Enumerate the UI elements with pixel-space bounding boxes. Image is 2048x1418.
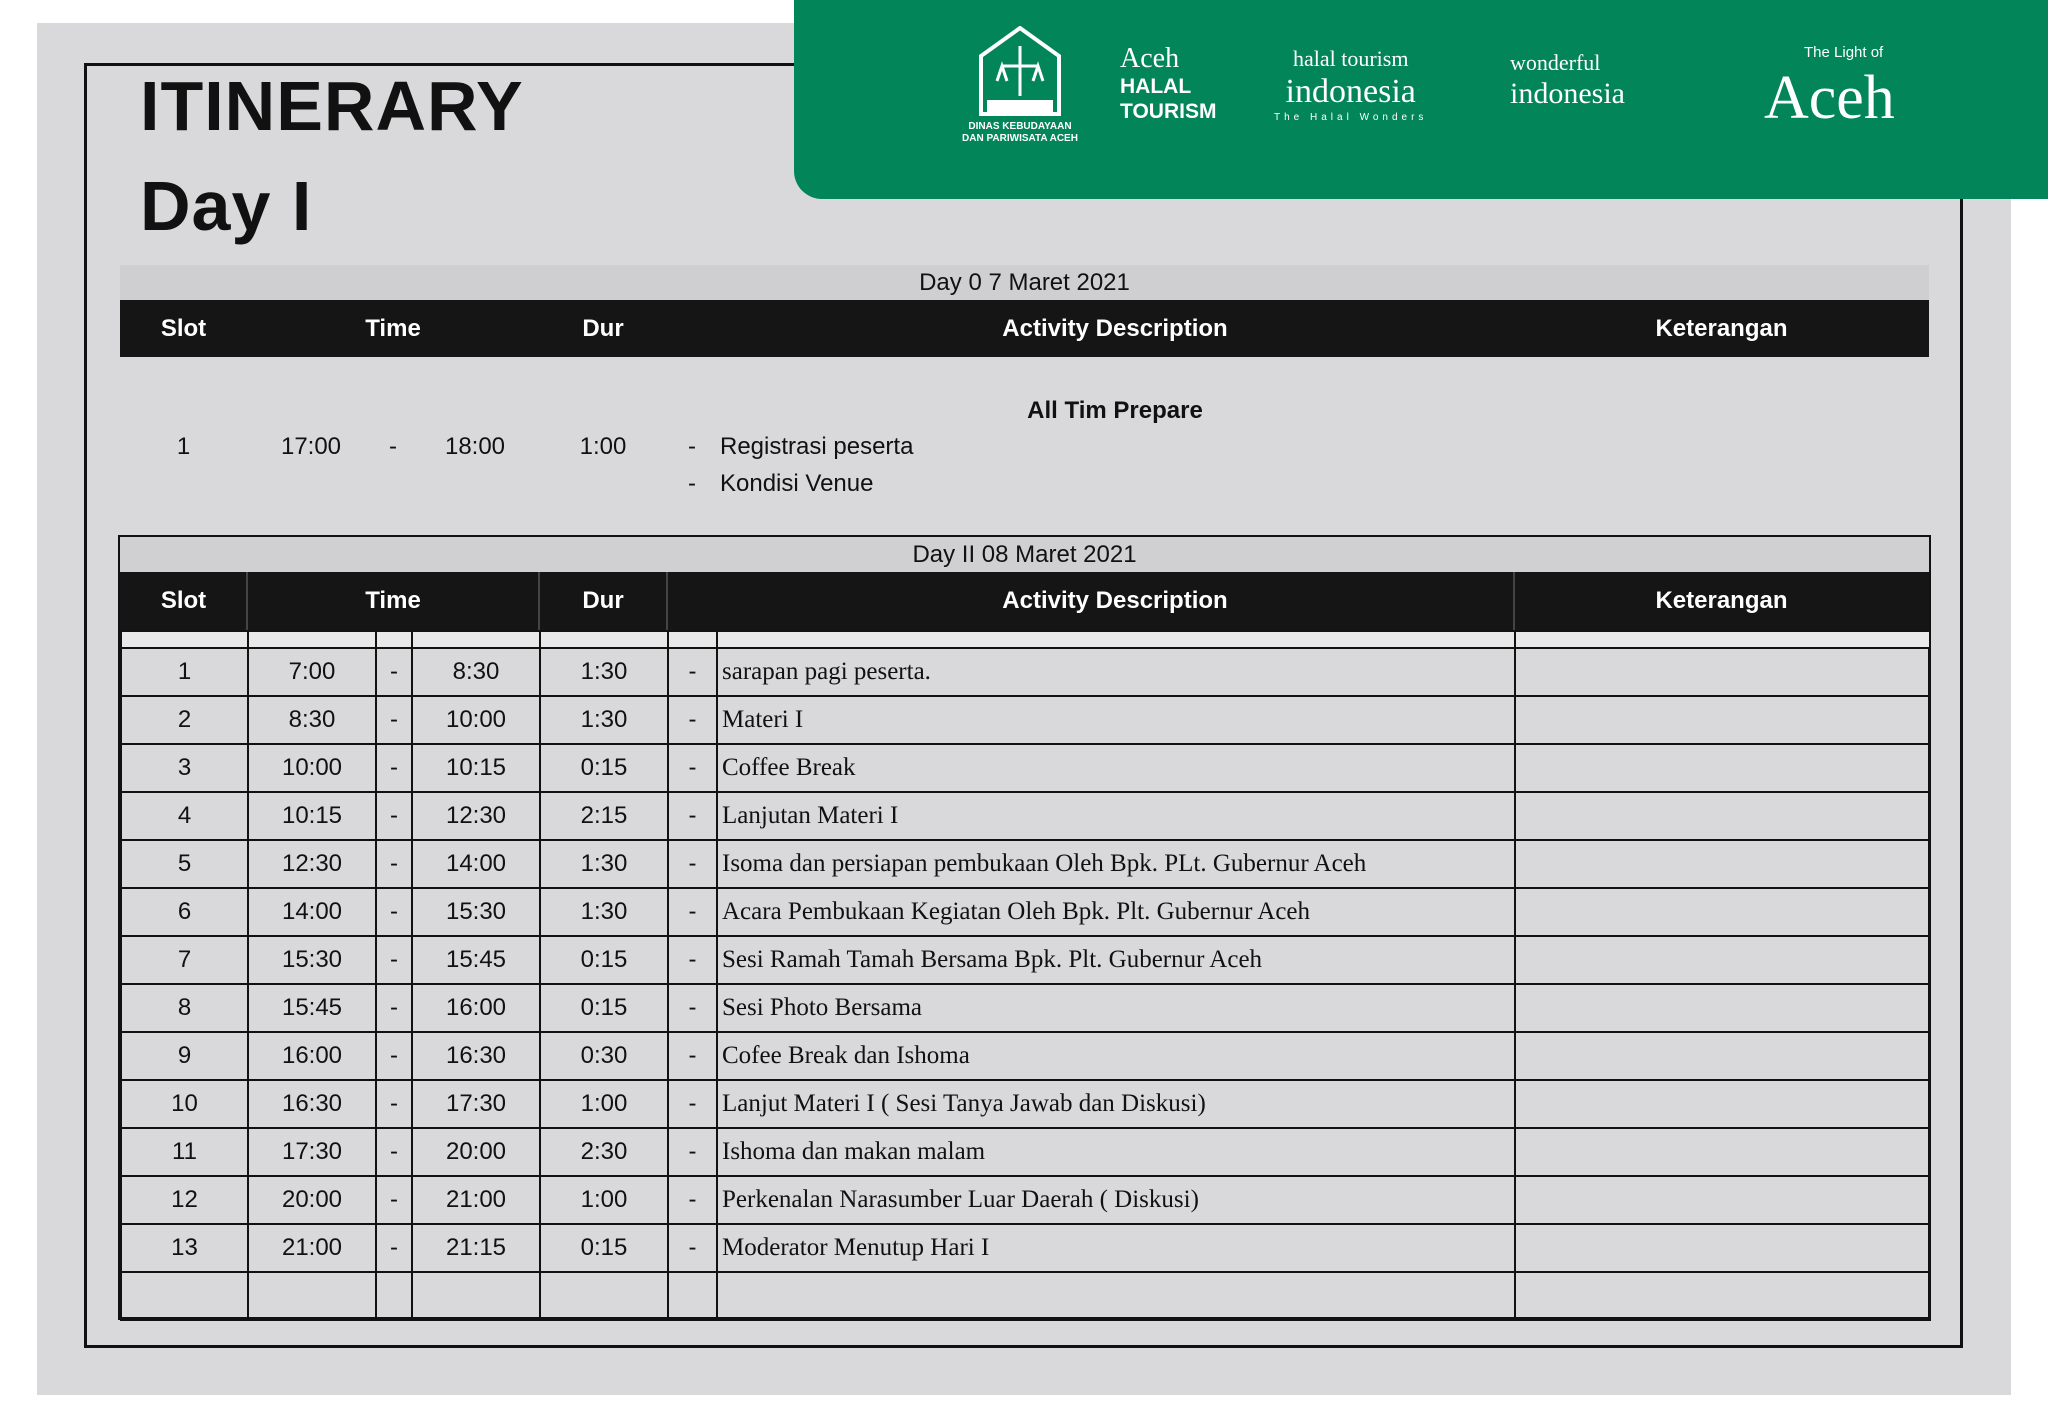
logo-text: indonesia xyxy=(1510,76,1625,110)
day0-item-dash: - xyxy=(688,470,696,497)
cell-sep: - xyxy=(376,1176,412,1224)
table-row xyxy=(121,1032,1930,1080)
logo-text: HALAL xyxy=(1120,75,1192,99)
cell xyxy=(717,1272,1515,1320)
cell-start: 17:30 xyxy=(248,1128,376,1176)
cell xyxy=(121,1272,248,1320)
day0-slot: 1 xyxy=(176,433,191,460)
cell-activity: Coffee Break xyxy=(717,744,1515,792)
light-of-aceh-logo xyxy=(1764,44,1895,135)
cell-keterangan xyxy=(1515,1224,1930,1272)
column-divider xyxy=(666,572,668,630)
cell-end: 17:30 xyxy=(412,1080,540,1128)
cell-dash: - xyxy=(668,1224,717,1272)
aceh-halal-tourism-logo xyxy=(1120,42,1216,125)
column-divider xyxy=(538,572,540,630)
cell-dur: 1:00 xyxy=(540,1176,668,1224)
cell-slot: 12 xyxy=(121,1176,248,1224)
cell-slot: 4 xyxy=(121,792,248,840)
day2-schedule-table xyxy=(120,630,1931,1321)
cell-end: 14:00 xyxy=(412,840,540,888)
cell xyxy=(121,631,248,648)
cell-start: 20:00 xyxy=(248,1176,376,1224)
cell-sep: - xyxy=(376,1128,412,1176)
cell-slot: 6 xyxy=(121,888,248,936)
column-divider xyxy=(1513,572,1515,630)
header-dur: Dur xyxy=(582,315,624,342)
cell-end: 8:30 xyxy=(412,648,540,696)
spacer-row xyxy=(121,631,1930,648)
day2-header xyxy=(120,572,1929,630)
table-row xyxy=(121,936,1930,984)
cell-slot: 7 xyxy=(121,936,248,984)
day0-item-dash: - xyxy=(688,433,696,460)
cell-end: 15:45 xyxy=(412,936,540,984)
cell-sep: - xyxy=(376,744,412,792)
aceh-emblem-icon xyxy=(977,26,1063,116)
cell-activity: Acara Pembukaan Kegiatan Oleh Bpk. Plt. Gubernur Aceh xyxy=(717,888,1515,936)
cell-dur: 1:30 xyxy=(540,888,668,936)
cell-dash: - xyxy=(668,696,717,744)
cell-start: 10:00 xyxy=(248,744,376,792)
cell-slot: 2 xyxy=(121,696,248,744)
cell-dur: 2:15 xyxy=(540,792,668,840)
cell-end: 10:15 xyxy=(412,744,540,792)
cell-keterangan xyxy=(1515,648,1930,696)
cell-sep: - xyxy=(376,840,412,888)
cell-keterangan xyxy=(1515,840,1930,888)
halal-tourism-indonesia-logo xyxy=(1274,46,1427,124)
cell-keterangan xyxy=(1515,696,1930,744)
cell-slot: 3 xyxy=(121,744,248,792)
cell-end: 12:30 xyxy=(412,792,540,840)
logo-text: DAN PARIWISATA ACEH xyxy=(962,132,1078,144)
cell xyxy=(540,1272,668,1320)
logo-text: Aceh xyxy=(1120,43,1180,74)
cell-start: 8:30 xyxy=(248,696,376,744)
sponsor-banner xyxy=(794,0,2048,199)
table-row xyxy=(121,984,1930,1032)
day0-item: Registrasi peserta xyxy=(720,433,914,460)
cell-end: 21:00 xyxy=(412,1176,540,1224)
cell-slot: 1 xyxy=(121,648,248,696)
table-row xyxy=(121,648,1930,696)
header-keterangan: Keterangan xyxy=(1655,587,1788,614)
cell-start: 16:30 xyxy=(248,1080,376,1128)
cell xyxy=(412,631,540,648)
logo-text: DINAS KEBUDAYAAN xyxy=(968,121,1072,132)
cell xyxy=(540,631,668,648)
cell-dash: - xyxy=(668,1032,717,1080)
cell-slot: 5 xyxy=(121,840,248,888)
cell-activity: Materi I xyxy=(717,696,1515,744)
day0-header xyxy=(120,300,1929,357)
header-activity: Activity Description xyxy=(1002,315,1228,342)
page-title: ITINERARY xyxy=(140,67,524,145)
cell-dash: - xyxy=(668,840,717,888)
day-subtitle: Day I xyxy=(140,167,313,245)
cell-end: 16:00 xyxy=(412,984,540,1032)
day0-title: Day 0 7 Maret 2021 xyxy=(120,265,1929,300)
cell-activity: Ishoma dan makan malam xyxy=(717,1128,1515,1176)
day2-title: Day II 08 Maret 2021 xyxy=(120,537,1929,572)
cell-dash: - xyxy=(668,984,717,1032)
cell-activity: Sesi Ramah Tamah Bersama Bpk. Plt. Gubernur Aceh xyxy=(717,936,1515,984)
cell-end: 20:00 xyxy=(412,1128,540,1176)
cell-sep: - xyxy=(376,984,412,1032)
cell-sep: - xyxy=(376,888,412,936)
cell-end: 10:00 xyxy=(412,696,540,744)
cell xyxy=(248,1272,376,1320)
table-row xyxy=(121,792,1930,840)
header-slot: Slot xyxy=(160,587,207,614)
cell-start: 15:30 xyxy=(248,936,376,984)
header-time: Time xyxy=(365,587,421,614)
cell-keterangan xyxy=(1515,1032,1930,1080)
cell-activity: Lanjutan Materi I xyxy=(717,792,1515,840)
cell-dur: 0:15 xyxy=(540,984,668,1032)
cell-activity: Moderator Menutup Hari I xyxy=(717,1224,1515,1272)
day0-sep: - xyxy=(389,433,397,460)
logo-text: The Light of xyxy=(1804,44,1884,61)
day0-end: 18:00 xyxy=(444,433,506,460)
cell-keterangan xyxy=(1515,744,1930,792)
cell-start: 10:15 xyxy=(248,792,376,840)
cell-dash: - xyxy=(668,648,717,696)
cell-start: 15:45 xyxy=(248,984,376,1032)
cell-dash: - xyxy=(668,792,717,840)
cell-dur: 0:15 xyxy=(540,744,668,792)
table-row xyxy=(121,840,1930,888)
day0-start: 17:00 xyxy=(280,433,342,460)
empty-row xyxy=(121,1272,1930,1320)
logo-text: indonesia xyxy=(1285,72,1416,110)
cell-dur: 1:00 xyxy=(540,1080,668,1128)
cell-slot: 10 xyxy=(121,1080,248,1128)
cell xyxy=(717,631,1515,648)
cell-dash: - xyxy=(668,744,717,792)
cell-activity: sarapan pagi peserta. xyxy=(717,648,1515,696)
cell-dash: - xyxy=(668,1128,717,1176)
cell-activity: Cofee Break dan Ishoma xyxy=(717,1032,1515,1080)
cell-activity: Isoma dan persiapan pembukaan Oleh Bpk. PLt. Gubernur Aceh xyxy=(717,840,1515,888)
cell xyxy=(376,1272,412,1320)
cell-keterangan xyxy=(1515,888,1930,936)
cell-dur: 0:30 xyxy=(540,1032,668,1080)
header-keterangan: Keterangan xyxy=(1655,315,1788,342)
table-row xyxy=(121,1176,1930,1224)
logo-text: Aceh xyxy=(1764,63,1895,132)
cell xyxy=(376,631,412,648)
cell-start: 7:00 xyxy=(248,648,376,696)
table-row xyxy=(121,888,1930,936)
logo-text: The Halal Wonders xyxy=(1274,112,1428,124)
dinas-logo xyxy=(950,26,1090,145)
cell-activity: Perkenalan Narasumber Luar Daerah ( Diskusi) xyxy=(717,1176,1515,1224)
cell-sep: - xyxy=(376,648,412,696)
table-row xyxy=(121,1128,1930,1176)
column-divider xyxy=(246,572,248,630)
cell-sep: - xyxy=(376,792,412,840)
header-dur: Dur xyxy=(582,587,624,614)
cell xyxy=(1515,631,1930,648)
cell-keterangan xyxy=(1515,936,1930,984)
cell-slot: 13 xyxy=(121,1224,248,1272)
cell-sep: - xyxy=(376,1080,412,1128)
cell-keterangan xyxy=(1515,984,1930,1032)
header-activity: Activity Description xyxy=(1002,587,1228,614)
day0-item: Kondisi Venue xyxy=(720,470,874,497)
cell xyxy=(412,1272,540,1320)
cell-end: 21:15 xyxy=(412,1224,540,1272)
cell-keterangan xyxy=(1515,1080,1930,1128)
cell-dash: - xyxy=(668,1176,717,1224)
cell-sep: - xyxy=(376,936,412,984)
day0-note: All Tim Prepare xyxy=(1027,397,1203,424)
cell-sep: - xyxy=(376,696,412,744)
cell-keterangan xyxy=(1515,792,1930,840)
cell-dash: - xyxy=(668,888,717,936)
cell-start: 12:30 xyxy=(248,840,376,888)
cell-activity: Sesi Photo Bersama xyxy=(717,984,1515,1032)
cell-slot: 9 xyxy=(121,1032,248,1080)
cell xyxy=(248,631,376,648)
cell-dur: 1:30 xyxy=(540,648,668,696)
cell-sep: - xyxy=(376,1032,412,1080)
cell-dur: 2:30 xyxy=(540,1128,668,1176)
cell-activity: Lanjut Materi I ( Sesi Tanya Jawab dan Diskusi) xyxy=(717,1080,1515,1128)
table-row xyxy=(121,1224,1930,1272)
cell-dur: 1:30 xyxy=(540,696,668,744)
header-time: Time xyxy=(365,315,421,342)
cell-start: 21:00 xyxy=(248,1224,376,1272)
header-slot: Slot xyxy=(160,315,207,342)
cell-slot: 11 xyxy=(121,1128,248,1176)
cell-keterangan xyxy=(1515,1176,1930,1224)
table-row xyxy=(121,744,1930,792)
cell-dur: 0:15 xyxy=(540,1224,668,1272)
cell-start: 16:00 xyxy=(248,1032,376,1080)
cell-end: 15:30 xyxy=(412,888,540,936)
table-row xyxy=(121,696,1930,744)
logo-text: halal tourism xyxy=(1292,46,1409,71)
wonderful-indonesia-logo xyxy=(1510,50,1625,111)
cell xyxy=(668,631,717,648)
logo-text: wonderful xyxy=(1510,50,1601,75)
cell-start: 14:00 xyxy=(248,888,376,936)
cell-dash: - xyxy=(668,1080,717,1128)
cell-sep: - xyxy=(376,1224,412,1272)
cell-dash: - xyxy=(668,936,717,984)
cell xyxy=(1515,1272,1930,1320)
day0-dur: 1:00 xyxy=(579,433,627,460)
cell-slot: 8 xyxy=(121,984,248,1032)
cell-keterangan xyxy=(1515,1128,1930,1176)
logo-text: TOURISM xyxy=(1120,99,1217,123)
cell-end: 16:30 xyxy=(412,1032,540,1080)
table-row xyxy=(121,1080,1930,1128)
cell-dur: 0:15 xyxy=(540,936,668,984)
cell xyxy=(668,1272,717,1320)
cell-dur: 1:30 xyxy=(540,840,668,888)
